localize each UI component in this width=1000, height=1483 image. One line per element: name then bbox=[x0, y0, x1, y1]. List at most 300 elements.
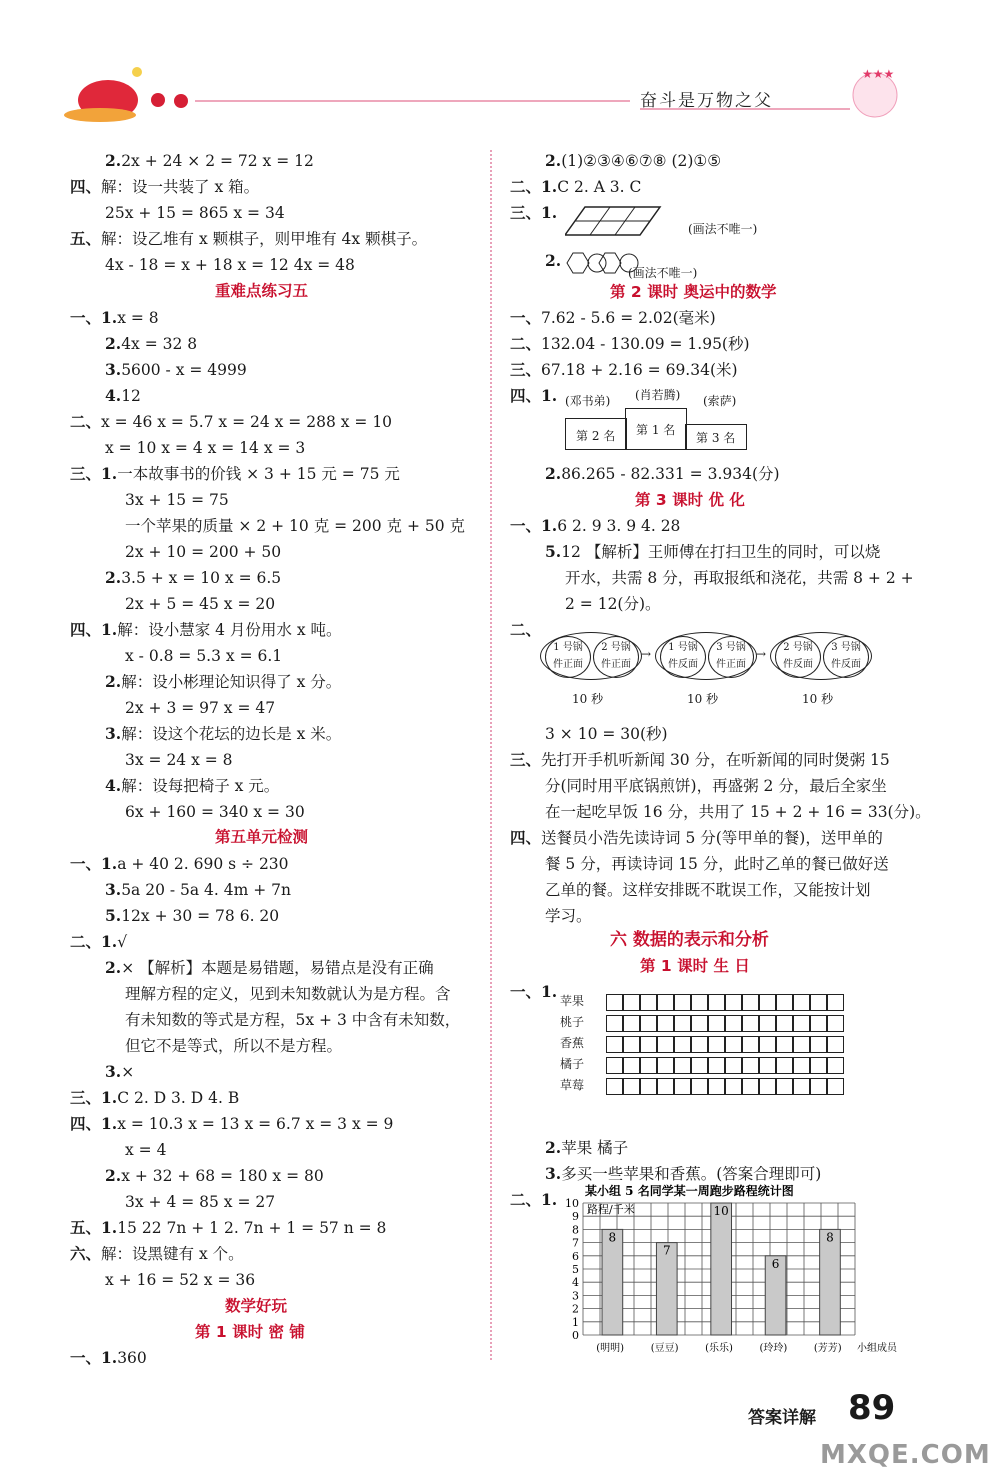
answer-text: 理解方程的定义，见到未知数就认为是方程。含 bbox=[125, 985, 451, 1003]
answer-line bbox=[70, 853, 289, 875]
picto-cell bbox=[640, 1015, 657, 1032]
answer-text: 4x - 18 = x + 18 x = 12 4x = 48 bbox=[105, 256, 355, 274]
answer-line bbox=[70, 1217, 386, 1239]
item-number: 2. bbox=[105, 672, 122, 691]
answer-text: x + 32 + 68 = 180 x = 80 bbox=[121, 1167, 324, 1185]
item-number: 四、1. bbox=[70, 1114, 118, 1133]
flow-diagram bbox=[540, 632, 880, 712]
item-number: 3. bbox=[545, 1164, 562, 1183]
item-number: 2. bbox=[545, 151, 562, 170]
item-number: 三、1. bbox=[70, 464, 118, 483]
picto-cell bbox=[691, 1015, 708, 1032]
answer-line bbox=[545, 1163, 821, 1185]
answer-line bbox=[125, 515, 465, 537]
page-number: 89 bbox=[848, 1388, 896, 1428]
bar-chart bbox=[555, 1183, 900, 1363]
item-number: 三、 bbox=[510, 750, 542, 769]
picto-cell bbox=[708, 994, 725, 1011]
section-heading: 第 1 课时 密 铺 bbox=[195, 1323, 305, 1341]
picto-cell bbox=[810, 1057, 827, 1074]
chart-title: 某小组 5 名同学某一周跑步路程统计图 bbox=[585, 1184, 794, 1198]
item-number: 一、1. bbox=[510, 516, 558, 535]
time-label: 10 秒 bbox=[572, 692, 604, 706]
picto-cell bbox=[674, 1057, 691, 1074]
picto-cell bbox=[759, 1057, 776, 1074]
item-number: 3. bbox=[105, 360, 122, 379]
answer-line bbox=[125, 801, 305, 823]
picto-cell bbox=[827, 1015, 844, 1032]
answer-line bbox=[105, 385, 141, 407]
picto-cell bbox=[742, 1057, 759, 1074]
fruit-label: 草莓 bbox=[560, 1078, 585, 1092]
unit-title: 六 数据的表示和分析 bbox=[610, 930, 769, 950]
item-number: 三、1. bbox=[510, 203, 558, 222]
pan-text: 件反面 bbox=[783, 659, 813, 670]
picto-cell bbox=[793, 1078, 810, 1095]
answer-line bbox=[545, 723, 668, 745]
item-number: 三、1. bbox=[70, 1088, 118, 1107]
answer-line bbox=[510, 515, 680, 537]
picto-cell bbox=[674, 1078, 691, 1095]
item-number: 六、 bbox=[70, 1244, 102, 1263]
y-tick-label: 6 bbox=[572, 1249, 579, 1263]
answer-text: x = 10 x = 4 x = 14 x = 3 bbox=[105, 439, 306, 457]
bar-4 bbox=[820, 1229, 841, 1335]
podium-label: (索萨) bbox=[703, 394, 737, 408]
answer-line bbox=[105, 567, 281, 589]
fruit-label: 橘子 bbox=[560, 1057, 585, 1071]
item-number: 2. bbox=[545, 1138, 562, 1157]
answer-line bbox=[70, 228, 427, 250]
picto-cell bbox=[691, 1036, 708, 1053]
answer-text: 3 × 10 = 30(秒) bbox=[545, 725, 668, 743]
y-tick-label: 0 bbox=[572, 1329, 579, 1342]
podium-step-2 bbox=[565, 418, 627, 450]
answer-line bbox=[510, 749, 890, 771]
answer-text: 学习。 bbox=[545, 907, 592, 925]
answer-text: 3x + 15 = 75 bbox=[125, 491, 229, 509]
picto-cell bbox=[708, 1078, 725, 1095]
picto-cell bbox=[606, 1015, 623, 1032]
picto-cell bbox=[691, 1078, 708, 1095]
answer-text: 2x + 24 × 2 = 72 x = 12 bbox=[121, 152, 314, 170]
picto-cell bbox=[810, 994, 827, 1011]
picto-cell bbox=[776, 994, 793, 1011]
item-number: 四、 bbox=[70, 177, 102, 196]
picto-cell bbox=[657, 1078, 674, 1095]
answer-line bbox=[70, 1243, 244, 1265]
picto-cell bbox=[657, 994, 674, 1011]
picto-cell bbox=[640, 1036, 657, 1053]
picto-cell bbox=[691, 994, 708, 1011]
answer-text: 餐 5 分，再读诗词 15 分，此时乙单的餐已做好送 bbox=[545, 855, 889, 873]
item-number: 2. bbox=[105, 334, 122, 353]
item-number: 4. bbox=[105, 776, 122, 795]
answer-line bbox=[545, 853, 889, 875]
picto-cell bbox=[827, 1078, 844, 1095]
answer-text: 解：设每把椅子 x 元。 bbox=[121, 777, 280, 795]
answer-text: 2x + 10 = 200 + 50 bbox=[125, 543, 282, 561]
picto-cell bbox=[725, 1015, 742, 1032]
answer-line bbox=[510, 827, 883, 849]
item-number: 四、1. bbox=[70, 620, 118, 639]
picto-cell bbox=[810, 1036, 827, 1053]
time-label: 10 秒 bbox=[687, 692, 719, 706]
answer-line bbox=[545, 463, 780, 485]
item-number: 一、1. bbox=[70, 308, 118, 327]
picto-cell bbox=[640, 994, 657, 1011]
pan-text: 2 号锅 bbox=[601, 642, 631, 653]
item-number: 3. bbox=[105, 880, 122, 899]
pan-item bbox=[593, 636, 639, 678]
answer-line bbox=[510, 176, 641, 198]
header-decoration bbox=[0, 0, 1000, 140]
podium-step-1 bbox=[625, 408, 687, 450]
pan-group bbox=[655, 632, 757, 680]
answer-text: 分(同时用平底锅煎饼)，再盛粥 2 分，最后全家坐 bbox=[545, 777, 887, 795]
item-number: 一、 bbox=[510, 308, 542, 327]
section-heading: 第 1 课时 生 日 bbox=[640, 957, 750, 975]
picto-cell bbox=[640, 1057, 657, 1074]
answer-line bbox=[105, 333, 197, 355]
answer-line bbox=[510, 359, 738, 381]
picto-cell bbox=[708, 1015, 725, 1032]
picto-cell bbox=[776, 1015, 793, 1032]
answer-line bbox=[125, 489, 229, 511]
x-tick-label: (芳芳) bbox=[813, 1343, 842, 1354]
answer-text: 5600 - x = 4999 bbox=[121, 361, 247, 379]
picto-cell bbox=[623, 1057, 640, 1074]
answer-text: 67.18 + 2.16 = 69.34(米) bbox=[541, 361, 738, 379]
answer-line bbox=[105, 957, 434, 979]
answer-text: 解：设这个花坛的边长是 x 米。 bbox=[121, 725, 342, 743]
answer-line bbox=[125, 645, 282, 667]
pan-text: 1 号锅 bbox=[668, 642, 698, 653]
answer-line bbox=[105, 359, 247, 381]
answer-text: 解：设小慧家 4 月份用水 x 吨。 bbox=[117, 621, 342, 639]
pan-text: 件反面 bbox=[831, 659, 861, 670]
answer-text: 送餐员小浩先读诗词 5 分(等甲单的餐)，送甲单的 bbox=[541, 829, 883, 847]
y-tick-label: 2 bbox=[572, 1302, 579, 1316]
answer-line bbox=[105, 879, 291, 901]
pan-text: 2 号锅 bbox=[783, 642, 813, 653]
answer-line bbox=[510, 619, 541, 641]
y-axis-label: 路程/千米 bbox=[587, 1203, 635, 1216]
hint-note-1: (画法不唯一) bbox=[688, 222, 758, 236]
y-tick-label: 9 bbox=[572, 1210, 579, 1224]
answer-line bbox=[545, 905, 592, 927]
answer-line bbox=[510, 333, 750, 355]
fruit-label: 桃子 bbox=[560, 1015, 585, 1029]
item-number: 五、 bbox=[70, 229, 102, 248]
page-header bbox=[0, 0, 1000, 140]
picto-cell bbox=[606, 1078, 623, 1095]
answer-line bbox=[105, 671, 341, 693]
answer-text: 15 22 7n + 1 2. 7n + 1 = 57 n = 8 bbox=[117, 1219, 387, 1237]
podium-label: (邓书弟) bbox=[565, 394, 611, 408]
answer-line bbox=[125, 697, 275, 719]
answer-text: 解：设小彬理论知识得了 x 分。 bbox=[121, 673, 342, 691]
podium-place: 第 3 名 bbox=[696, 431, 736, 445]
section-heading: 第 3 课时 优 化 bbox=[635, 491, 745, 509]
pan-text: 1 号锅 bbox=[553, 642, 583, 653]
answer-text: 在一起吃早饭 16 分，共用了 15 + 2 + 16 = 33(分)。 bbox=[545, 803, 931, 821]
answer-text: x = 10.3 x = 13 x = 6.7 x = 3 x = 9 bbox=[117, 1115, 394, 1133]
answer-text: 解：设黑键有 x 个。 bbox=[101, 1245, 244, 1263]
picto-cell bbox=[742, 994, 759, 1011]
answer-line bbox=[70, 619, 342, 641]
item-number: 2. bbox=[105, 958, 122, 977]
answer-line bbox=[70, 411, 392, 433]
podium-place: 第 1 名 bbox=[636, 423, 676, 437]
picto-cell bbox=[759, 994, 776, 1011]
answer-line bbox=[125, 1191, 275, 1213]
section-heading: 第五单元检测 bbox=[215, 828, 309, 846]
pan-item bbox=[660, 636, 706, 678]
answer-line bbox=[70, 463, 400, 485]
answer-line bbox=[545, 150, 721, 172]
x-axis-label: 小组成员 bbox=[857, 1343, 897, 1354]
picto-cell bbox=[674, 994, 691, 1011]
item-number: 2. bbox=[105, 151, 122, 170]
pan-item bbox=[823, 636, 869, 678]
item-number: 二、 bbox=[70, 412, 102, 431]
item-number: 一、1. bbox=[70, 854, 118, 873]
answer-text: 开水，共需 8 分，再取报纸和浇花，共需 8 + 2 + bbox=[565, 569, 914, 587]
item-number: 5. bbox=[105, 906, 122, 925]
x-tick-label: (乐乐) bbox=[705, 1343, 733, 1354]
answer-text: 一个苹果的质量 × 2 + 10 克 = 200 克 + 50 克 bbox=[125, 517, 466, 535]
answer-line bbox=[125, 1035, 342, 1057]
answer-text: × bbox=[121, 1063, 135, 1081]
item-number: 2. bbox=[545, 464, 562, 483]
item-number: 二、1. bbox=[510, 1190, 558, 1209]
y-tick-label: 7 bbox=[572, 1236, 579, 1250]
podium-place: 第 2 名 bbox=[576, 429, 616, 443]
answer-text: 25x + 15 = 865 x = 34 bbox=[105, 204, 285, 222]
pan-text: 件反面 bbox=[668, 659, 698, 670]
fruit-label: 香蕉 bbox=[560, 1036, 585, 1050]
picto-cell bbox=[725, 994, 742, 1011]
arrow-icon: → bbox=[756, 647, 767, 661]
section-heading: 第 2 课时 奥运中的数学 bbox=[610, 283, 777, 301]
bar-value-label: 8 bbox=[826, 1230, 834, 1245]
answer-line bbox=[545, 1137, 628, 1159]
answer-text: 3x = 24 x = 8 bbox=[125, 751, 233, 769]
answer-text: 2x + 5 = 45 x = 20 bbox=[125, 595, 276, 613]
pan-item bbox=[545, 636, 591, 678]
answer-line bbox=[125, 749, 233, 771]
picto-cell bbox=[606, 1057, 623, 1074]
x-tick-label: (明明) bbox=[596, 1343, 625, 1354]
picto-cell bbox=[674, 1015, 691, 1032]
answer-text: 7.62 - 5.6 = 2.02(毫米) bbox=[541, 309, 716, 327]
answer-line bbox=[545, 541, 880, 563]
arrow-icon: → bbox=[641, 647, 652, 661]
answer-text: 86.265 - 82.331 = 3.934(分) bbox=[561, 465, 780, 483]
y-tick-label: 4 bbox=[572, 1276, 579, 1290]
answer-line bbox=[565, 593, 661, 615]
answer-text: a + 40 2. 690 s ÷ 230 bbox=[117, 855, 289, 873]
picto-cell bbox=[810, 1078, 827, 1095]
answer-text: 6 2. 9 3. 9 4. 28 bbox=[557, 517, 681, 535]
section-heading: 数学好玩 bbox=[225, 1297, 288, 1315]
y-tick-label: 8 bbox=[572, 1223, 579, 1237]
answer-line bbox=[70, 176, 259, 198]
answer-text: 苹果 橘子 bbox=[561, 1139, 629, 1157]
answer-text: C 2. D 3. D 4. B bbox=[117, 1089, 240, 1107]
answer-line bbox=[105, 1061, 134, 1083]
picto-cell bbox=[674, 1036, 691, 1053]
picto-cell bbox=[623, 1078, 640, 1095]
picto-cell bbox=[725, 1036, 742, 1053]
pan-text: 件正面 bbox=[553, 659, 583, 670]
answer-line bbox=[70, 931, 127, 953]
picto-cell bbox=[725, 1078, 742, 1095]
answer-text: 解：设乙堆有 x 颗棋子，则甲堆有 4x 颗棋子。 bbox=[101, 230, 428, 248]
answer-line bbox=[105, 775, 279, 797]
x-tick-label: (玲玲) bbox=[759, 1343, 788, 1354]
bar-value-label: 6 bbox=[771, 1256, 780, 1271]
item-number: 一、1. bbox=[70, 1348, 118, 1367]
answer-line bbox=[105, 202, 285, 224]
picto-cell bbox=[606, 994, 623, 1011]
answer-text: 2x + 3 = 97 x = 47 bbox=[125, 699, 276, 717]
picto-cell bbox=[623, 1036, 640, 1053]
pan-group bbox=[540, 632, 642, 680]
item-number: 4. bbox=[105, 386, 122, 405]
picto-cell bbox=[606, 1036, 623, 1053]
item-number: 3. bbox=[105, 724, 122, 743]
y-tick-label: 10 bbox=[565, 1197, 579, 1210]
y-tick-label: 3 bbox=[572, 1289, 579, 1303]
picto-cell bbox=[657, 1057, 674, 1074]
pan-text: 件正面 bbox=[601, 659, 631, 670]
answer-text: 5a 20 - 5a 4. 4m + 7n bbox=[121, 881, 292, 899]
answer-text: 12 bbox=[121, 387, 141, 405]
answer-line bbox=[70, 307, 159, 329]
picto-cell bbox=[776, 1036, 793, 1053]
answer-line bbox=[70, 1347, 147, 1369]
picto-cell bbox=[793, 994, 810, 1011]
answer-line bbox=[105, 905, 279, 927]
answer-line bbox=[510, 981, 557, 1003]
answer-text: 2 = 12(分)。 bbox=[565, 595, 661, 613]
item-number: 四、1. bbox=[510, 386, 558, 405]
picto-cell bbox=[793, 1036, 810, 1053]
item-number: 二、1. bbox=[70, 932, 118, 951]
answer-text: x = 8 bbox=[117, 309, 159, 327]
picto-cell bbox=[776, 1078, 793, 1095]
item-number: 四、 bbox=[510, 828, 542, 847]
hint-note-2: (画法不唯一) bbox=[628, 266, 698, 280]
column-divider bbox=[490, 150, 492, 1360]
answer-line bbox=[70, 1113, 393, 1135]
pan-item bbox=[708, 636, 754, 678]
item-number: 二、 bbox=[510, 334, 542, 353]
pictograph bbox=[560, 992, 860, 1102]
picto-cell bbox=[708, 1057, 725, 1074]
picto-cell bbox=[827, 1057, 844, 1074]
answer-line bbox=[70, 1087, 239, 1109]
y-tick-label: 5 bbox=[572, 1263, 579, 1276]
pan-text: 件正面 bbox=[716, 659, 746, 670]
picto-cell bbox=[742, 1078, 759, 1095]
answer-line bbox=[125, 541, 281, 563]
answer-line bbox=[105, 1269, 255, 1291]
answer-text: 132.04 - 130.09 = 1.95(秒) bbox=[541, 335, 750, 353]
answer-text: 多买一些苹果和香蕉。(答案合理即可) bbox=[561, 1165, 822, 1183]
answer-line bbox=[105, 437, 305, 459]
picto-cell bbox=[759, 1036, 776, 1053]
answer-line bbox=[125, 983, 451, 1005]
answer-text: 6x + 160 = 340 x = 30 bbox=[125, 803, 305, 821]
answer-line bbox=[105, 254, 355, 276]
answer-line bbox=[510, 1189, 557, 1211]
section-heading: 重难点练习五 bbox=[215, 282, 309, 300]
picto-cell bbox=[742, 1015, 759, 1032]
picto-cell bbox=[759, 1015, 776, 1032]
answer-text: 先打开手机听新闻 30 分，在听新闻的同时煲粥 15 bbox=[541, 751, 890, 769]
item-number: 2. bbox=[105, 568, 122, 587]
item-number: 一、1. bbox=[510, 982, 558, 1001]
header-motto: 奋斗是万物之父 bbox=[640, 91, 773, 111]
pan-text: 3 号锅 bbox=[831, 642, 861, 653]
answer-text: 但它不是等式，所以不是方程。 bbox=[125, 1037, 343, 1055]
bar-value-label: 10 bbox=[713, 1204, 729, 1218]
answer-text: 12 【解析】王师傅在打扫卫生的同时，可以烧 bbox=[561, 543, 881, 561]
pan-item bbox=[775, 636, 821, 678]
pan-text: 3 号锅 bbox=[716, 642, 746, 653]
picto-cell bbox=[793, 1015, 810, 1032]
answer-line bbox=[545, 801, 931, 823]
item-number: 二、1. bbox=[510, 177, 558, 196]
picto-cell bbox=[640, 1078, 657, 1095]
picto-cell bbox=[725, 1057, 742, 1074]
answer-line bbox=[125, 593, 275, 615]
answer-text: (1)②③④⑥⑦⑧ (2)①⑤ bbox=[561, 152, 722, 170]
bar-value-label: 7 bbox=[662, 1243, 671, 1258]
answer-text: 3x + 4 = 85 x = 27 bbox=[125, 1193, 276, 1211]
answer-line bbox=[510, 307, 716, 329]
answer-text: 解：设一共装了 x 箱。 bbox=[101, 178, 260, 196]
answer-line bbox=[510, 202, 557, 224]
answer-text: 12x + 30 = 78 6. 20 bbox=[121, 907, 280, 925]
answer-text: x - 0.8 = 5.3 x = 6.1 bbox=[125, 647, 283, 665]
item-number: 2. bbox=[105, 1166, 122, 1185]
picto-cell bbox=[827, 1036, 844, 1053]
answer-text: C 2. A 3. C bbox=[557, 178, 642, 196]
answer-line bbox=[565, 567, 914, 589]
item-number: 二、 bbox=[510, 620, 542, 639]
time-label: 10 秒 bbox=[802, 692, 834, 706]
watermark: MXQE.COM bbox=[820, 1440, 991, 1470]
item-number: 3. bbox=[105, 1062, 122, 1081]
answer-line bbox=[545, 250, 561, 272]
answer-text: 3.5 + x = 10 x = 6.5 bbox=[121, 569, 282, 587]
picto-cell bbox=[742, 1036, 759, 1053]
podium-figure bbox=[565, 390, 765, 460]
picto-cell bbox=[657, 1015, 674, 1032]
answer-line bbox=[105, 1165, 324, 1187]
answer-text: 4x = 32 8 bbox=[121, 335, 198, 353]
answer-text: 一本故事书的价钱 × 3 + 15 元 = 75 元 bbox=[117, 465, 400, 483]
answer-text: × 【解析】本题是易错题，易错点是没有正确 bbox=[121, 959, 434, 977]
podium-step-3 bbox=[685, 424, 747, 450]
answer-text: 360 bbox=[117, 1349, 147, 1367]
y-tick-label: 1 bbox=[572, 1315, 579, 1329]
fruit-label: 苹果 bbox=[560, 994, 585, 1008]
